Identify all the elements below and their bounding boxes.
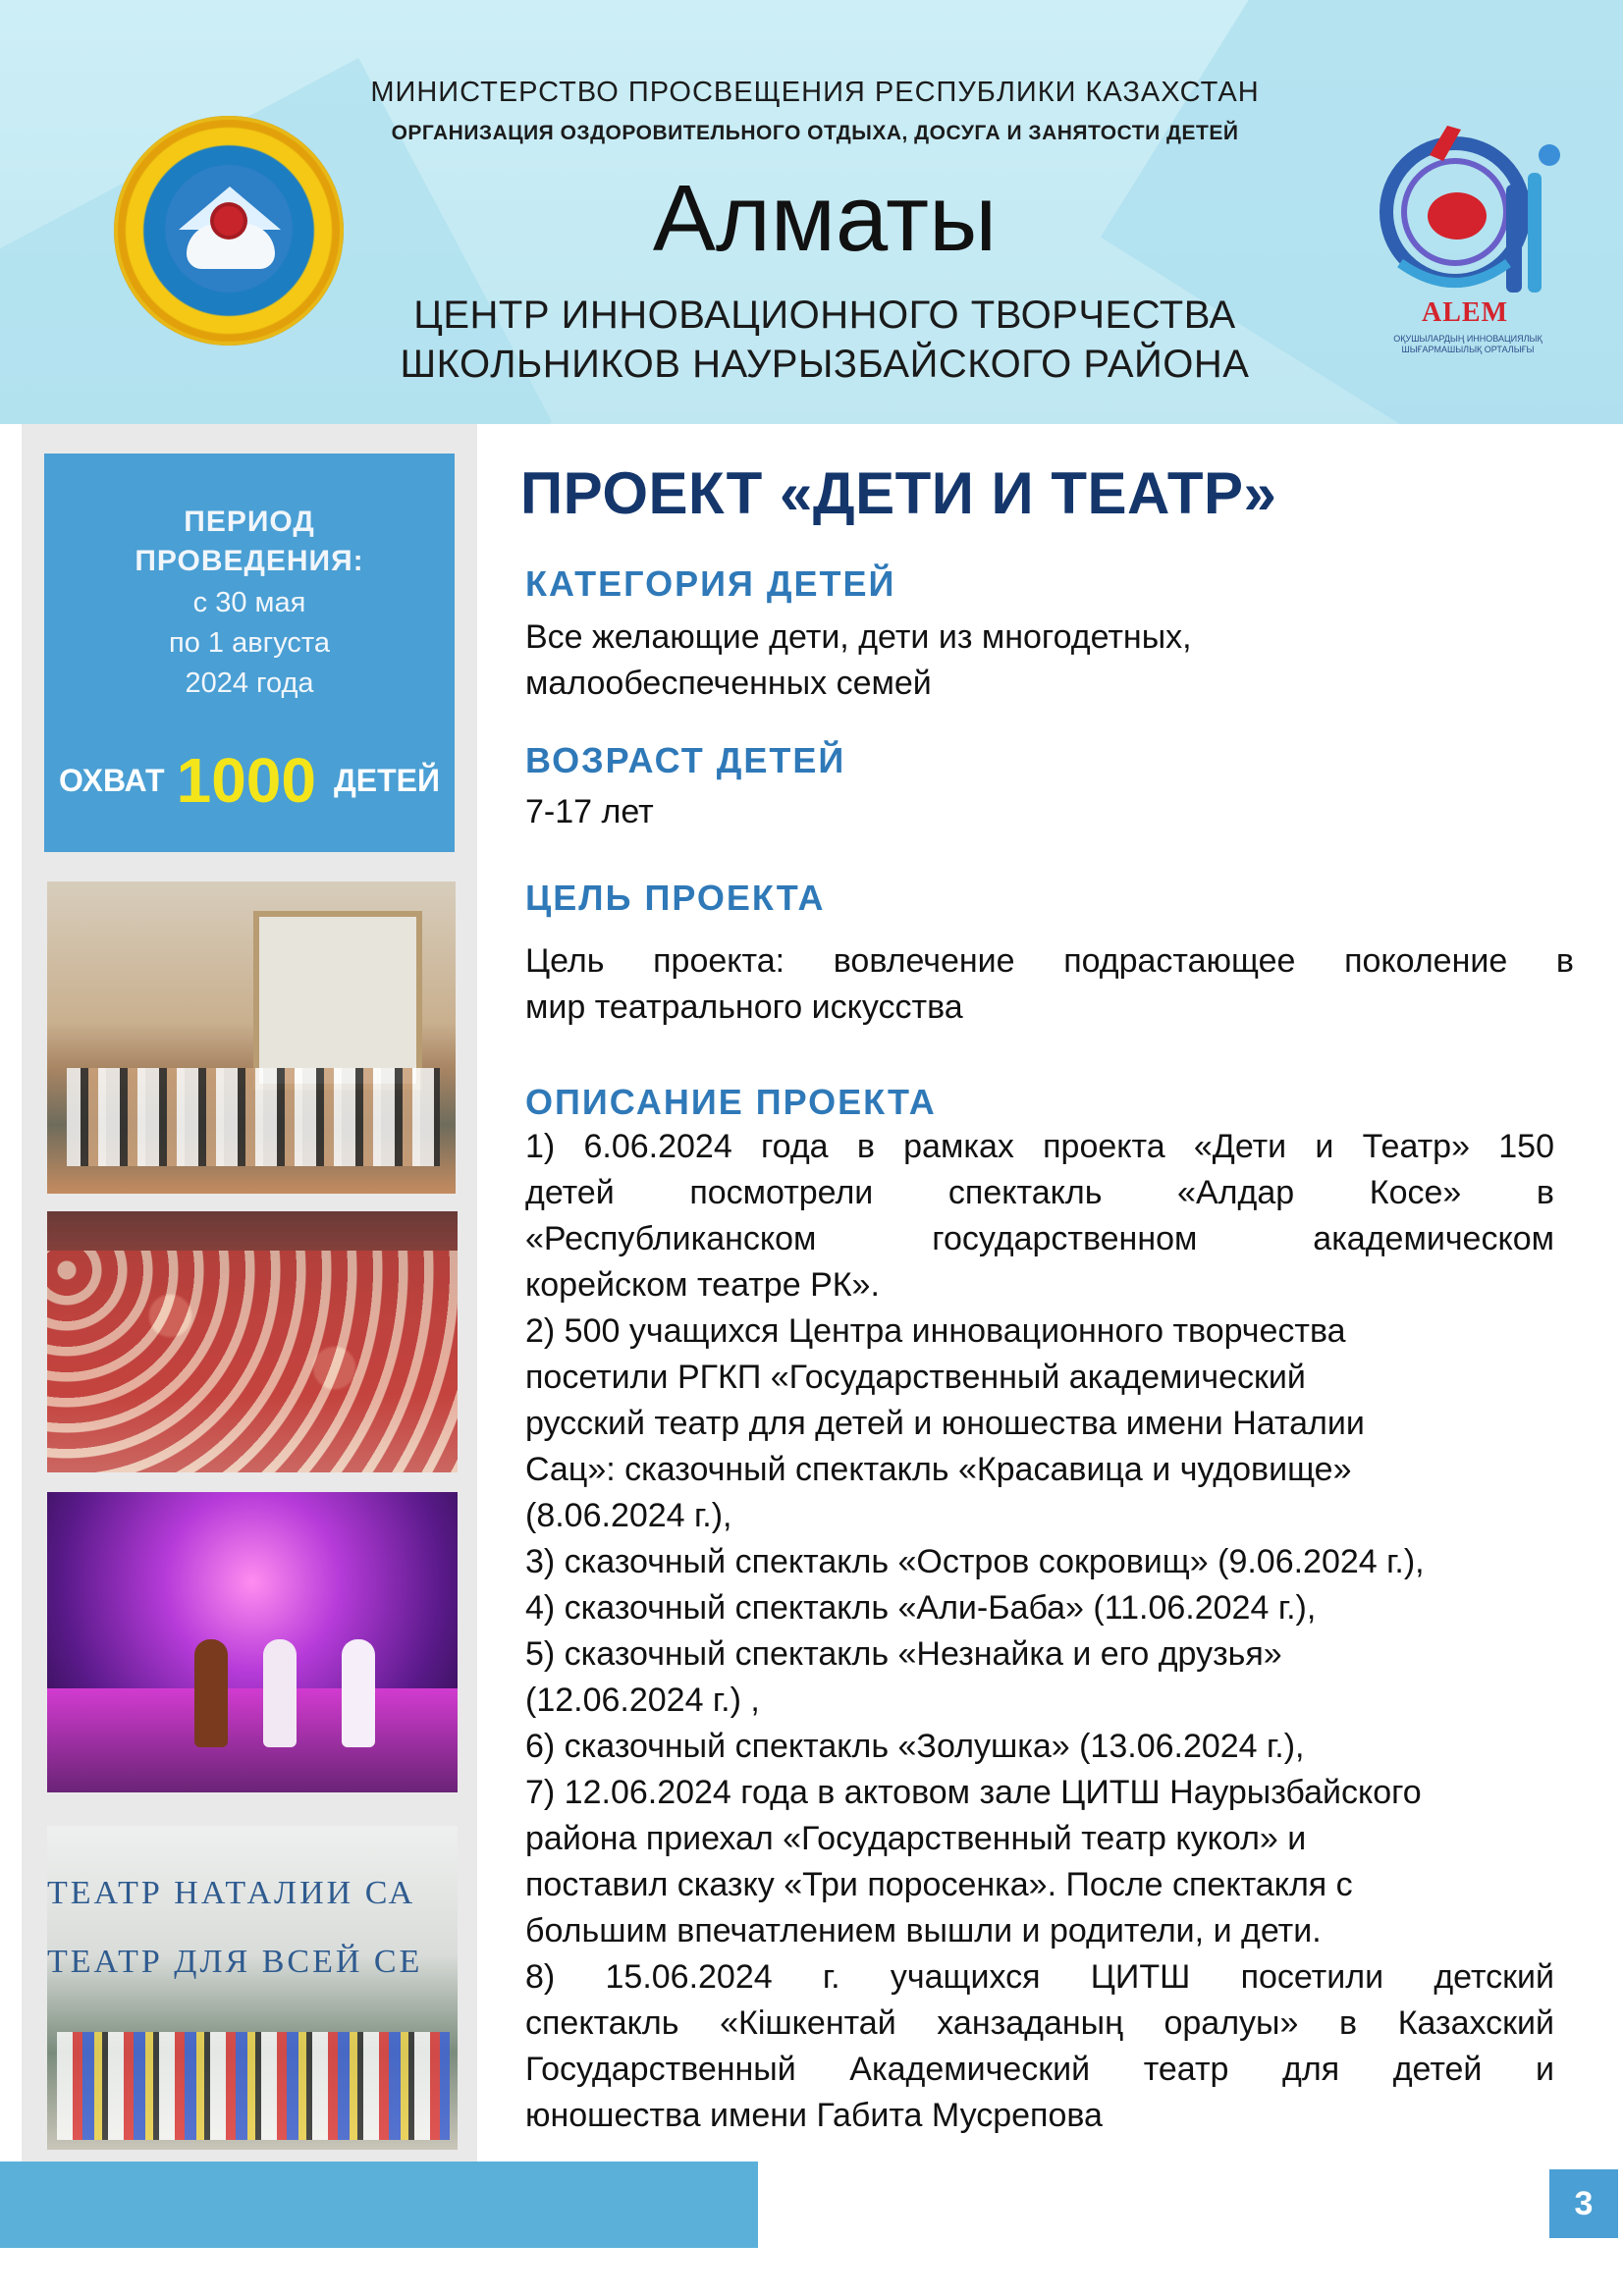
- goal-line: Цель проекта: вовлечение подрастающее поколение в: [525, 942, 1574, 980]
- description-line: 6) сказочный спектакль «Золушка» (13.06.2024 г.),: [525, 1728, 1305, 1765]
- photo-stage-floor: [47, 1688, 458, 1792]
- description-line: 4) сказочный спектакль «Али-Баба» (11.06.2024 г.),: [525, 1589, 1317, 1627]
- description-line: Сац»: сказочный спектакль «Красавица и чудовище»: [525, 1451, 1352, 1488]
- center-name-line2: ШКОЛЬНИКОВ НАУРЫЗБАЙСКОГО РАЙОНА: [400, 343, 1250, 386]
- description-line: (8.06.2024 г.),: [525, 1497, 732, 1534]
- ministry-name: МИНИСТЕРСТВО ПРОСВЕЩЕНИЯ РЕСПУБЛИКИ КАЗАХСТАН: [370, 77, 1260, 108]
- category-line: Все желающие дети, дети из многодетных,: [525, 618, 1192, 656]
- description-line: района приехал «Государственный театр кукол» и: [525, 1820, 1307, 1857]
- coverage-label: ОХВАТ: [59, 762, 165, 798]
- page-number: 3: [1549, 2169, 1618, 2238]
- photo-building-facade: [253, 911, 422, 1090]
- description-line: 7) 12.06.2024 года в актовом зале ЦИТШ Наурызбайского: [525, 1774, 1422, 1811]
- description-line: поставил сказку «Три поросенка». После спектакля с: [525, 1866, 1353, 1903]
- period-title-line2: ПРОВЕДЕНИЯ:: [135, 545, 364, 577]
- description-line: посетили РГКП «Государственный академический: [525, 1359, 1306, 1396]
- alem-logo-text: ALEM: [1422, 297, 1508, 328]
- theater-sign-line1: ТЕАТР НАТАЛИИ СА: [47, 1875, 416, 1911]
- center-name: [314, 291, 1335, 389]
- photo-audience-crowd: [47, 1251, 458, 1472]
- description-line: детей посмотрели спектакль «Алдар Косе» в: [525, 1174, 1554, 1211]
- description-line: русский театр для детей и юношества имени Наталии: [525, 1405, 1365, 1442]
- description-line: (12.06.2024 г.) ,: [525, 1682, 760, 1719]
- description-line: 8) 15.06.2024 г. учащихся ЦИТШ посетили детский: [525, 1958, 1554, 1996]
- city-title: Алматы: [652, 166, 998, 271]
- period-title-line1: ПЕРИОД: [184, 506, 315, 538]
- description-line: Государственный Академический театр для детей и: [525, 2051, 1554, 2088]
- description-line: юношества имени Габита Мусрепова: [525, 2097, 1103, 2134]
- period-to: по 1 августа: [169, 627, 330, 659]
- almaty-emblem-icon: [114, 116, 344, 346]
- description-line: «Республиканском государственном академическом: [525, 1220, 1554, 1257]
- period-box: [44, 454, 455, 852]
- project-title: ПРОЕКТ «ДЕТИ И ТЕАТР»: [520, 460, 1277, 526]
- goal-text: [525, 938, 1574, 1031]
- alem-logo-icon: [1371, 116, 1577, 371]
- coverage-unit: ДЕТЕЙ: [333, 762, 440, 798]
- photo-group-at-theater-entrance: [47, 1826, 458, 2150]
- description-line: 2) 500 учащихся Центра инновационного творчества: [525, 1312, 1346, 1350]
- photo-stage-performance: [47, 1492, 458, 1792]
- center-name-line1: ЦЕНТР ИННОВАЦИОННОГО ТВОРЧЕСТВА: [413, 294, 1236, 337]
- footer-bar: [0, 2162, 758, 2248]
- period-dates: [44, 583, 455, 704]
- period-title: [44, 503, 455, 581]
- description-text: [525, 1124, 1554, 2139]
- description-line: 5) сказочный спектакль «Незнайка и его друзья»: [525, 1635, 1282, 1673]
- coverage-row: [44, 746, 455, 815]
- period-year: 2024 года: [185, 667, 314, 699]
- organization-name: ОРГАНИЗАЦИЯ ОЗДОРОВИТЕЛЬНОГО ОТДЫХА, ДОСУГА И ЗАНЯТОСТИ ДЕТЕЙ: [391, 122, 1239, 144]
- age-text: 7-17 лет: [525, 793, 654, 830]
- category-heading: КАТЕГОРИЯ ДЕТЕЙ: [525, 563, 896, 604]
- description-line: спектакль «Кішкентай ханзаданың оралуы» в Казахский: [525, 2004, 1554, 2042]
- goal-heading: ЦЕЛЬ ПРОЕКТА: [525, 878, 826, 918]
- photo-group-people: [57, 2032, 450, 2140]
- description-line: 3) сказочный спектакль «Остров сокровищ» (9.06.2024 г.),: [525, 1543, 1425, 1580]
- emblem-flower: [214, 206, 243, 236]
- age-heading: ВОЗРАСТ ДЕТЕЙ: [525, 740, 846, 780]
- photo-children-group: [67, 1068, 440, 1166]
- category-line: малообеспеченных семей: [525, 665, 932, 702]
- theater-sign-line2: ТЕАТР ДЛЯ ВСЕЙ СЕ: [47, 1944, 423, 1980]
- period-from: с 30 мая: [192, 587, 306, 618]
- photo-audience-in-hall: [47, 1211, 458, 1472]
- description-line: большим впечатлением вышли и родители, и дети.: [525, 1912, 1322, 1949]
- photo-children-outside-theater: [47, 881, 456, 1194]
- photo-actor: [342, 1639, 375, 1747]
- description-heading: ОПИСАНИЕ ПРОЕКТА: [525, 1082, 937, 1122]
- photo-actor: [263, 1639, 297, 1747]
- alem-logo-subtext: ОҚУШЫЛАРДЫҢ ИННОВАЦИЯЛЫҚ ШЫҒАРМАШЫЛЫҚ ОРТАЛЫҒЫ: [1393, 334, 1542, 354]
- category-text: [525, 614, 1311, 707]
- photo-actor: [194, 1639, 228, 1747]
- coverage-number: 1000: [176, 745, 316, 816]
- description-line: 1) 6.06.2024 года в рамках проекта «Дети и Театр» 150: [525, 1128, 1554, 1165]
- goal-line: мир театрального искусства: [525, 988, 963, 1026]
- description-line: корейском театре РК».: [525, 1266, 880, 1304]
